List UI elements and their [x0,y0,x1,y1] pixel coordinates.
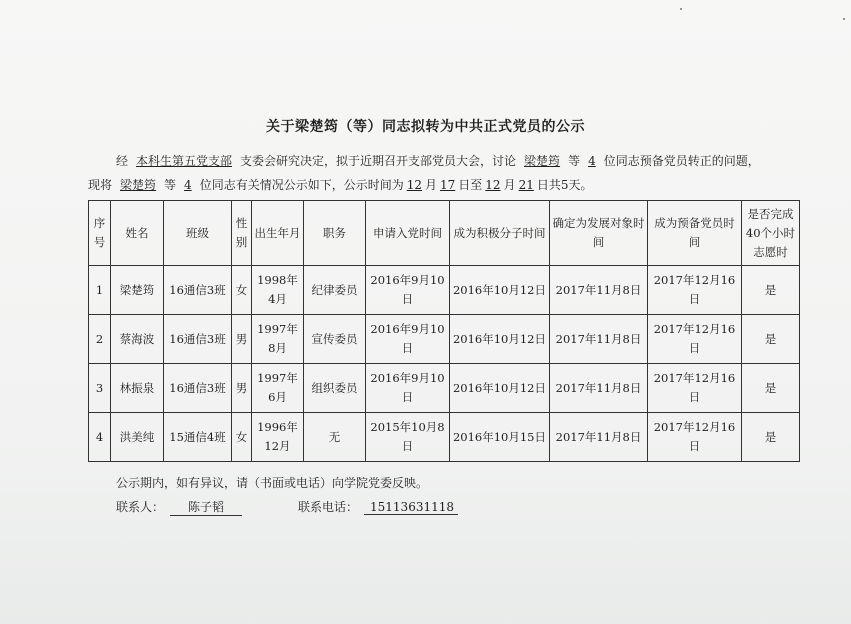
cell-probation: 2017年12月16日 [648,315,742,364]
start-day: 17 [440,178,456,192]
cell-activist: 2016年10月12日 [450,364,550,413]
objection-note: 公示期内，如有异议，请（书面或电话）向学院党委反映。 [116,476,429,490]
cell-probation: 2017年12月16日 [648,364,742,413]
table-row [89,266,800,315]
cell-activist: 2016年10月15日 [450,413,550,462]
cell-probation: 2017年12月16日 [648,266,742,315]
col-header-gender: 性别 [232,201,252,266]
cell-apply: 2016年9月10日 [366,364,450,413]
scan-speck [680,8,682,10]
cell-gender: 女 [232,266,252,315]
col-header-no: 序号 [89,201,111,266]
col-header-candidate: 确定为发展对象时间 [550,201,648,266]
cell-no: 4 [89,413,111,462]
col-header-apply: 申请入党时间 [366,201,450,266]
cell-candidate: 2017年11月8日 [550,364,648,413]
cell-apply: 2016年9月10日 [366,315,450,364]
cell-activist: 2016年10月12日 [450,315,550,364]
cell-class: 15通信4班 [164,413,232,462]
intro-text: 等 [568,154,581,168]
cell-class: 16通信3班 [164,364,232,413]
end-day: 21 [518,178,534,192]
cell-apply: 2016年9月10日 [366,266,450,315]
cell-candidate: 2017年11月8日 [550,315,648,364]
cell-class: 16通信3班 [164,266,232,315]
cell-name: 梁楚筠 [111,266,164,315]
cell-candidate: 2017年11月8日 [550,413,648,462]
col-header-duty: 职务 [304,201,366,266]
cell-volunteer: 是 [742,413,800,462]
lead-name: 梁楚筠 [120,178,157,192]
member-table [88,200,800,462]
intro-text: 经 [116,154,129,168]
cell-gender: 男 [232,315,252,364]
table-row [89,315,800,364]
col-header-volunteer: 是否完成40个小时志愿时 [742,201,800,266]
cell-birth: 1997年6月 [252,364,304,413]
cell-candidate: 2017年11月8日 [550,266,648,315]
cell-birth: 1996年12月 [252,413,304,462]
intro-text: 现将 [88,178,113,192]
cell-volunteer: 是 [742,364,800,413]
intro-line-2 [88,176,593,193]
intro-text: 支委会研究决定，拟于近期召开支部党员大会，讨论 [240,154,517,168]
lead-name: 梁楚筠 [524,154,561,168]
intro-text: 月 [424,178,437,192]
contact-person [116,498,242,516]
table-row [89,364,800,413]
table-row [89,413,800,462]
cell-apply: 2015年10月8日 [366,413,450,462]
contact-phone-number: 15113631118 [364,500,458,515]
cell-activist: 2016年10月12日 [450,266,550,315]
member-count: 4 [588,154,596,168]
cell-no: 3 [89,364,111,413]
cell-name: 洪美纯 [111,413,164,462]
cell-gender: 男 [232,364,252,413]
col-header-name: 姓名 [111,201,164,266]
end-month: 12 [485,178,501,192]
cell-duty: 纪律委员 [304,266,366,315]
intro-text: 等 [164,178,177,192]
cell-duty: 宣传委员 [304,315,366,364]
contact-person-name: 陈子韬 [170,498,242,516]
intro-text: 日至 [458,178,483,192]
intro-text: 位同志预备党员转正的问题， [603,154,760,168]
contact-phone [298,498,458,515]
col-header-activist: 成为积极分子时间 [450,201,550,266]
col-header-probation: 成为预备党员时间 [648,201,742,266]
cell-birth: 1998年4月 [252,266,304,315]
intro-text: 日共5天。 [536,178,593,192]
contact-person-label: 联系人： [116,500,165,514]
branch-name: 本科生第五党支部 [136,154,233,168]
table-header-row [89,201,800,266]
contact-phone-label: 联系电话： [298,500,359,514]
cell-no: 1 [89,266,111,315]
cell-volunteer: 是 [742,266,800,315]
col-header-class: 班级 [164,201,232,266]
member-count: 4 [184,178,192,192]
cell-birth: 1997年8月 [252,315,304,364]
cell-name: 林振泉 [111,364,164,413]
scan-speck [843,18,845,20]
cell-gender: 女 [232,413,252,462]
cell-class: 16通信3班 [164,315,232,364]
cell-name: 蔡海波 [111,315,164,364]
cell-volunteer: 是 [742,315,800,364]
cell-probation: 2017年12月16日 [648,413,742,462]
intro-line-1 [116,152,760,169]
cell-duty: 组织委员 [304,364,366,413]
notice-title: 关于梁楚筠（等）同志拟转为中共正式党员的公示 [266,119,585,135]
cell-duty: 无 [304,413,366,462]
cell-no: 2 [89,315,111,364]
start-month: 12 [406,178,422,192]
col-header-birth: 出生年月 [252,201,304,266]
intro-text: 位同志有关情况公示如下，公示时间为 [199,178,404,192]
intro-text: 月 [503,178,516,192]
